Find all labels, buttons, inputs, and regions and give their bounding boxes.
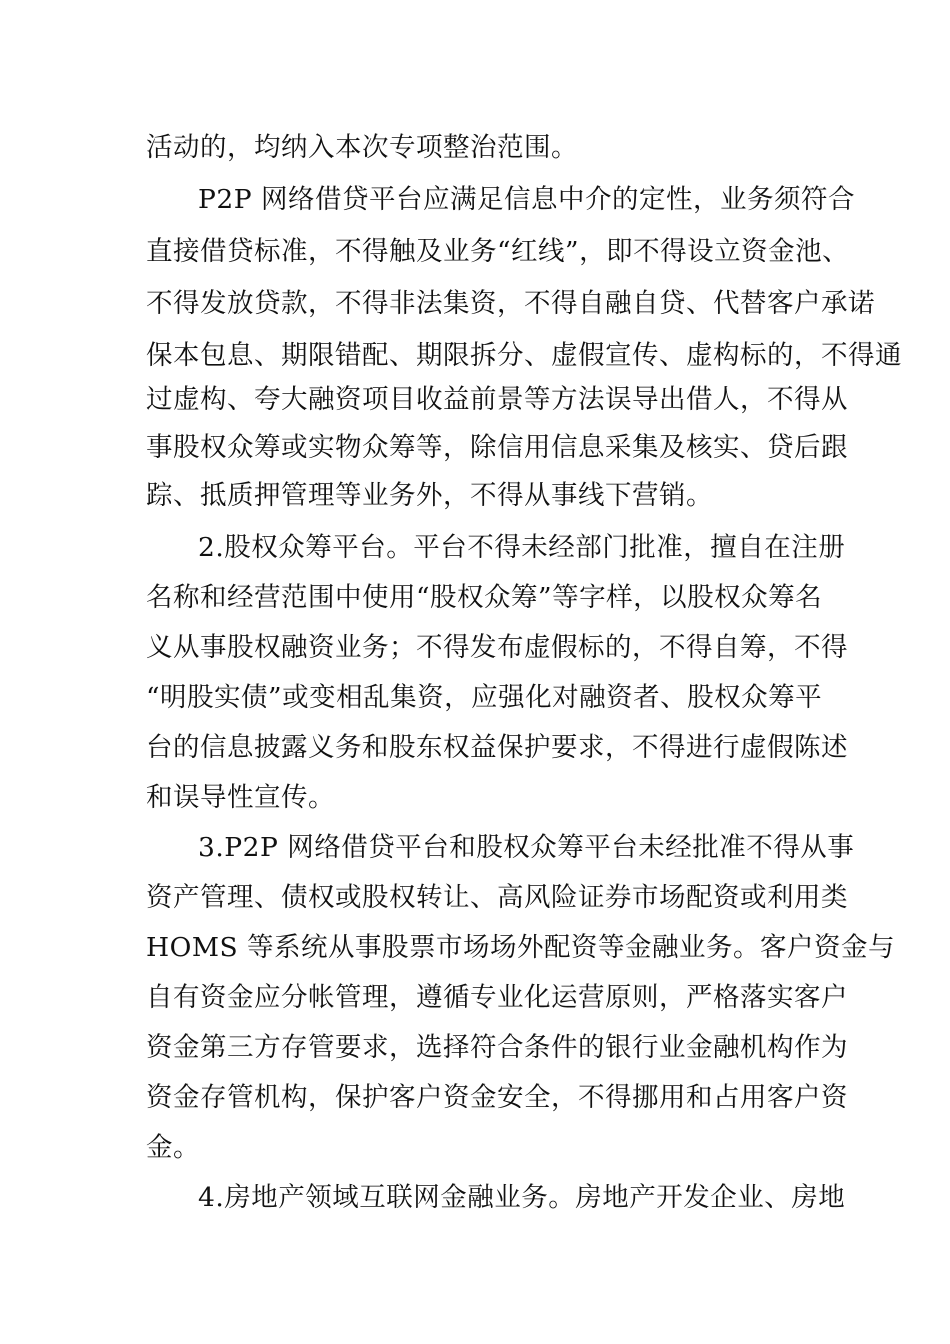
text-line: 资产管理、债权或股权转让、高风险证券市场配资或利用类 xyxy=(146,882,848,913)
text-line: HOMS 等系统从事股票市场场外配资等金融业务。客户资金与 xyxy=(146,932,896,963)
text-line: 事股权众筹或实物众筹等，除信用信息采集及核实、贷后跟 xyxy=(146,432,848,463)
text-line: 资金存管机构，保护客户资金安全，不得挪用和占用客户资 xyxy=(146,1082,848,1113)
text-line: 活动的，均纳入本次专项整治范围。 xyxy=(146,132,578,163)
text-line: 金。 xyxy=(146,1132,200,1163)
text-line: 4.房地产领域互联网金融业务。房地产开发企业、房地 xyxy=(198,1182,846,1213)
text-line: 保本包息、期限错配、期限拆分、虚假宣传、虚构标的，不得通 xyxy=(146,340,902,371)
text-line: 资金第三方存管要求，选择符合条件的银行业金融机构作为 xyxy=(146,1032,848,1063)
text-line: 名称和经营范围中使用“股权众筹”等字样，以股权众筹名 xyxy=(146,582,823,613)
text-line: 过虚构、夸大融资项目收益前景等方法误导出借人，不得从 xyxy=(146,384,848,415)
text-line: 3.P2P 网络借贷平台和股权众筹平台未经批准不得从事 xyxy=(198,832,855,863)
text-line: P2P 网络借贷平台应满足信息中介的定性，业务须符合 xyxy=(198,184,855,215)
text-line: “明股实债”或变相乱集资，应强化对融资者、股权众筹平 xyxy=(146,682,823,713)
text-line: 直接借贷标准，不得触及业务“红线”，即不得设立资金池、 xyxy=(146,236,850,267)
text-line: 踪、抵质押管理等业务外，不得从事线下营销。 xyxy=(146,480,713,511)
text-line: 2.股权众筹平台。平台不得未经部门批准，擅自在注册 xyxy=(198,532,846,563)
text-line: 台的信息披露义务和股东权益保护要求，不得进行虚假陈述 xyxy=(146,732,848,763)
text-line: 和误导性宣传。 xyxy=(146,782,335,813)
text-line: 自有资金应分帐管理，遵循专业化运营原则，严格落实客户 xyxy=(146,982,848,1013)
text-line: 不得发放贷款，不得非法集资，不得自融自贷、代替客户承诺 xyxy=(146,288,875,319)
text-line: 义从事股权融资业务；不得发布虚假标的，不得自筹，不得 xyxy=(146,632,848,663)
